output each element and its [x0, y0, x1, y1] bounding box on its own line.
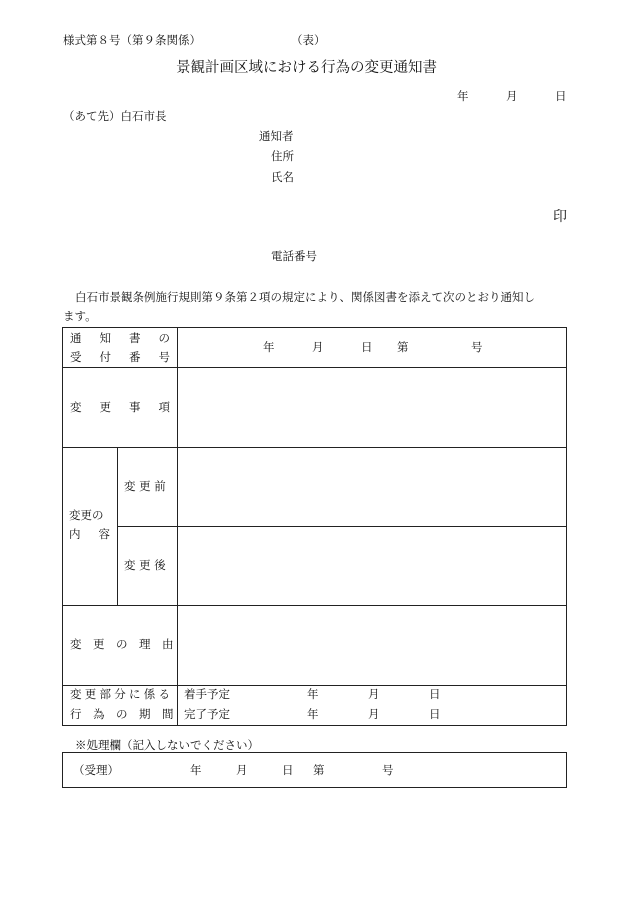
change-content-label-line1: 変更の — [69, 508, 104, 522]
body-text-line2: ます。 — [63, 309, 97, 323]
row1-go: 号 — [471, 340, 483, 354]
processing-go: 号 — [382, 763, 394, 777]
front-side-label: （表） — [291, 33, 326, 47]
date-month-label: 月 — [506, 89, 518, 103]
start-month: 月 — [368, 687, 380, 701]
change-item-label: 変 更 事 項 — [70, 400, 170, 414]
start-year: 年 — [307, 687, 319, 701]
receipt-label: （受理） — [73, 763, 119, 777]
phone-label: 電話番号 — [271, 249, 317, 263]
date-day-label: 日 — [555, 89, 567, 103]
page-title: 景観計画区域における行為の変更通知書 — [176, 60, 437, 76]
name-label: 氏名 — [271, 170, 294, 184]
form-number-label: 様式第８号（第９条関係） — [63, 33, 201, 47]
change-reason-field[interactable] — [178, 606, 566, 685]
row1-month: 月 — [312, 340, 324, 354]
change-item-field[interactable] — [178, 368, 566, 447]
receipt-number-label-line1: 通 知 書 の — [70, 331, 170, 345]
change-content-label-line2: 内 容 — [69, 527, 110, 541]
row1-dai: 第 — [397, 340, 409, 354]
processing-note: ※処理欄（記入しないでください） — [75, 738, 259, 752]
address-label: 住所 — [271, 149, 294, 163]
row1-day: 日 — [361, 340, 373, 354]
row1-year: 年 — [263, 340, 275, 354]
after-change-field[interactable] — [178, 527, 566, 605]
date-year-label: 年 — [457, 89, 469, 103]
processing-year: 年 — [190, 763, 202, 777]
addressee: （あて先）白石市長 — [63, 109, 167, 123]
processing-dai: 第 — [313, 763, 325, 777]
body-text-line1: 白石市景観条例施行規則第９条第２項の規定により、関係図書を添えて次のとおり通知し — [75, 290, 535, 304]
before-change-field[interactable] — [178, 448, 566, 526]
before-change-label: 変 更 前 — [124, 479, 166, 493]
processing-day: 日 — [282, 763, 294, 777]
start-plan-label: 着手予定 — [184, 687, 230, 701]
receipt-number-label-line2: 受 付 番 号 — [70, 350, 170, 364]
finish-month: 月 — [368, 707, 380, 721]
after-change-label: 変 更 後 — [124, 558, 166, 572]
seal-mark: 印 — [553, 209, 567, 225]
start-day: 日 — [429, 687, 441, 701]
period-label-line2: 行 為 の 期 間 — [70, 707, 174, 721]
finish-day: 日 — [429, 707, 441, 721]
change-reason-label: 変 更 の 理 由 — [70, 637, 174, 651]
period-label-line1: 変更部分に係る — [70, 687, 170, 701]
notifier-label: 通知者 — [259, 129, 294, 143]
finish-year: 年 — [307, 707, 319, 721]
finish-plan-label: 完了予定 — [184, 707, 230, 721]
processing-month: 月 — [236, 763, 248, 777]
